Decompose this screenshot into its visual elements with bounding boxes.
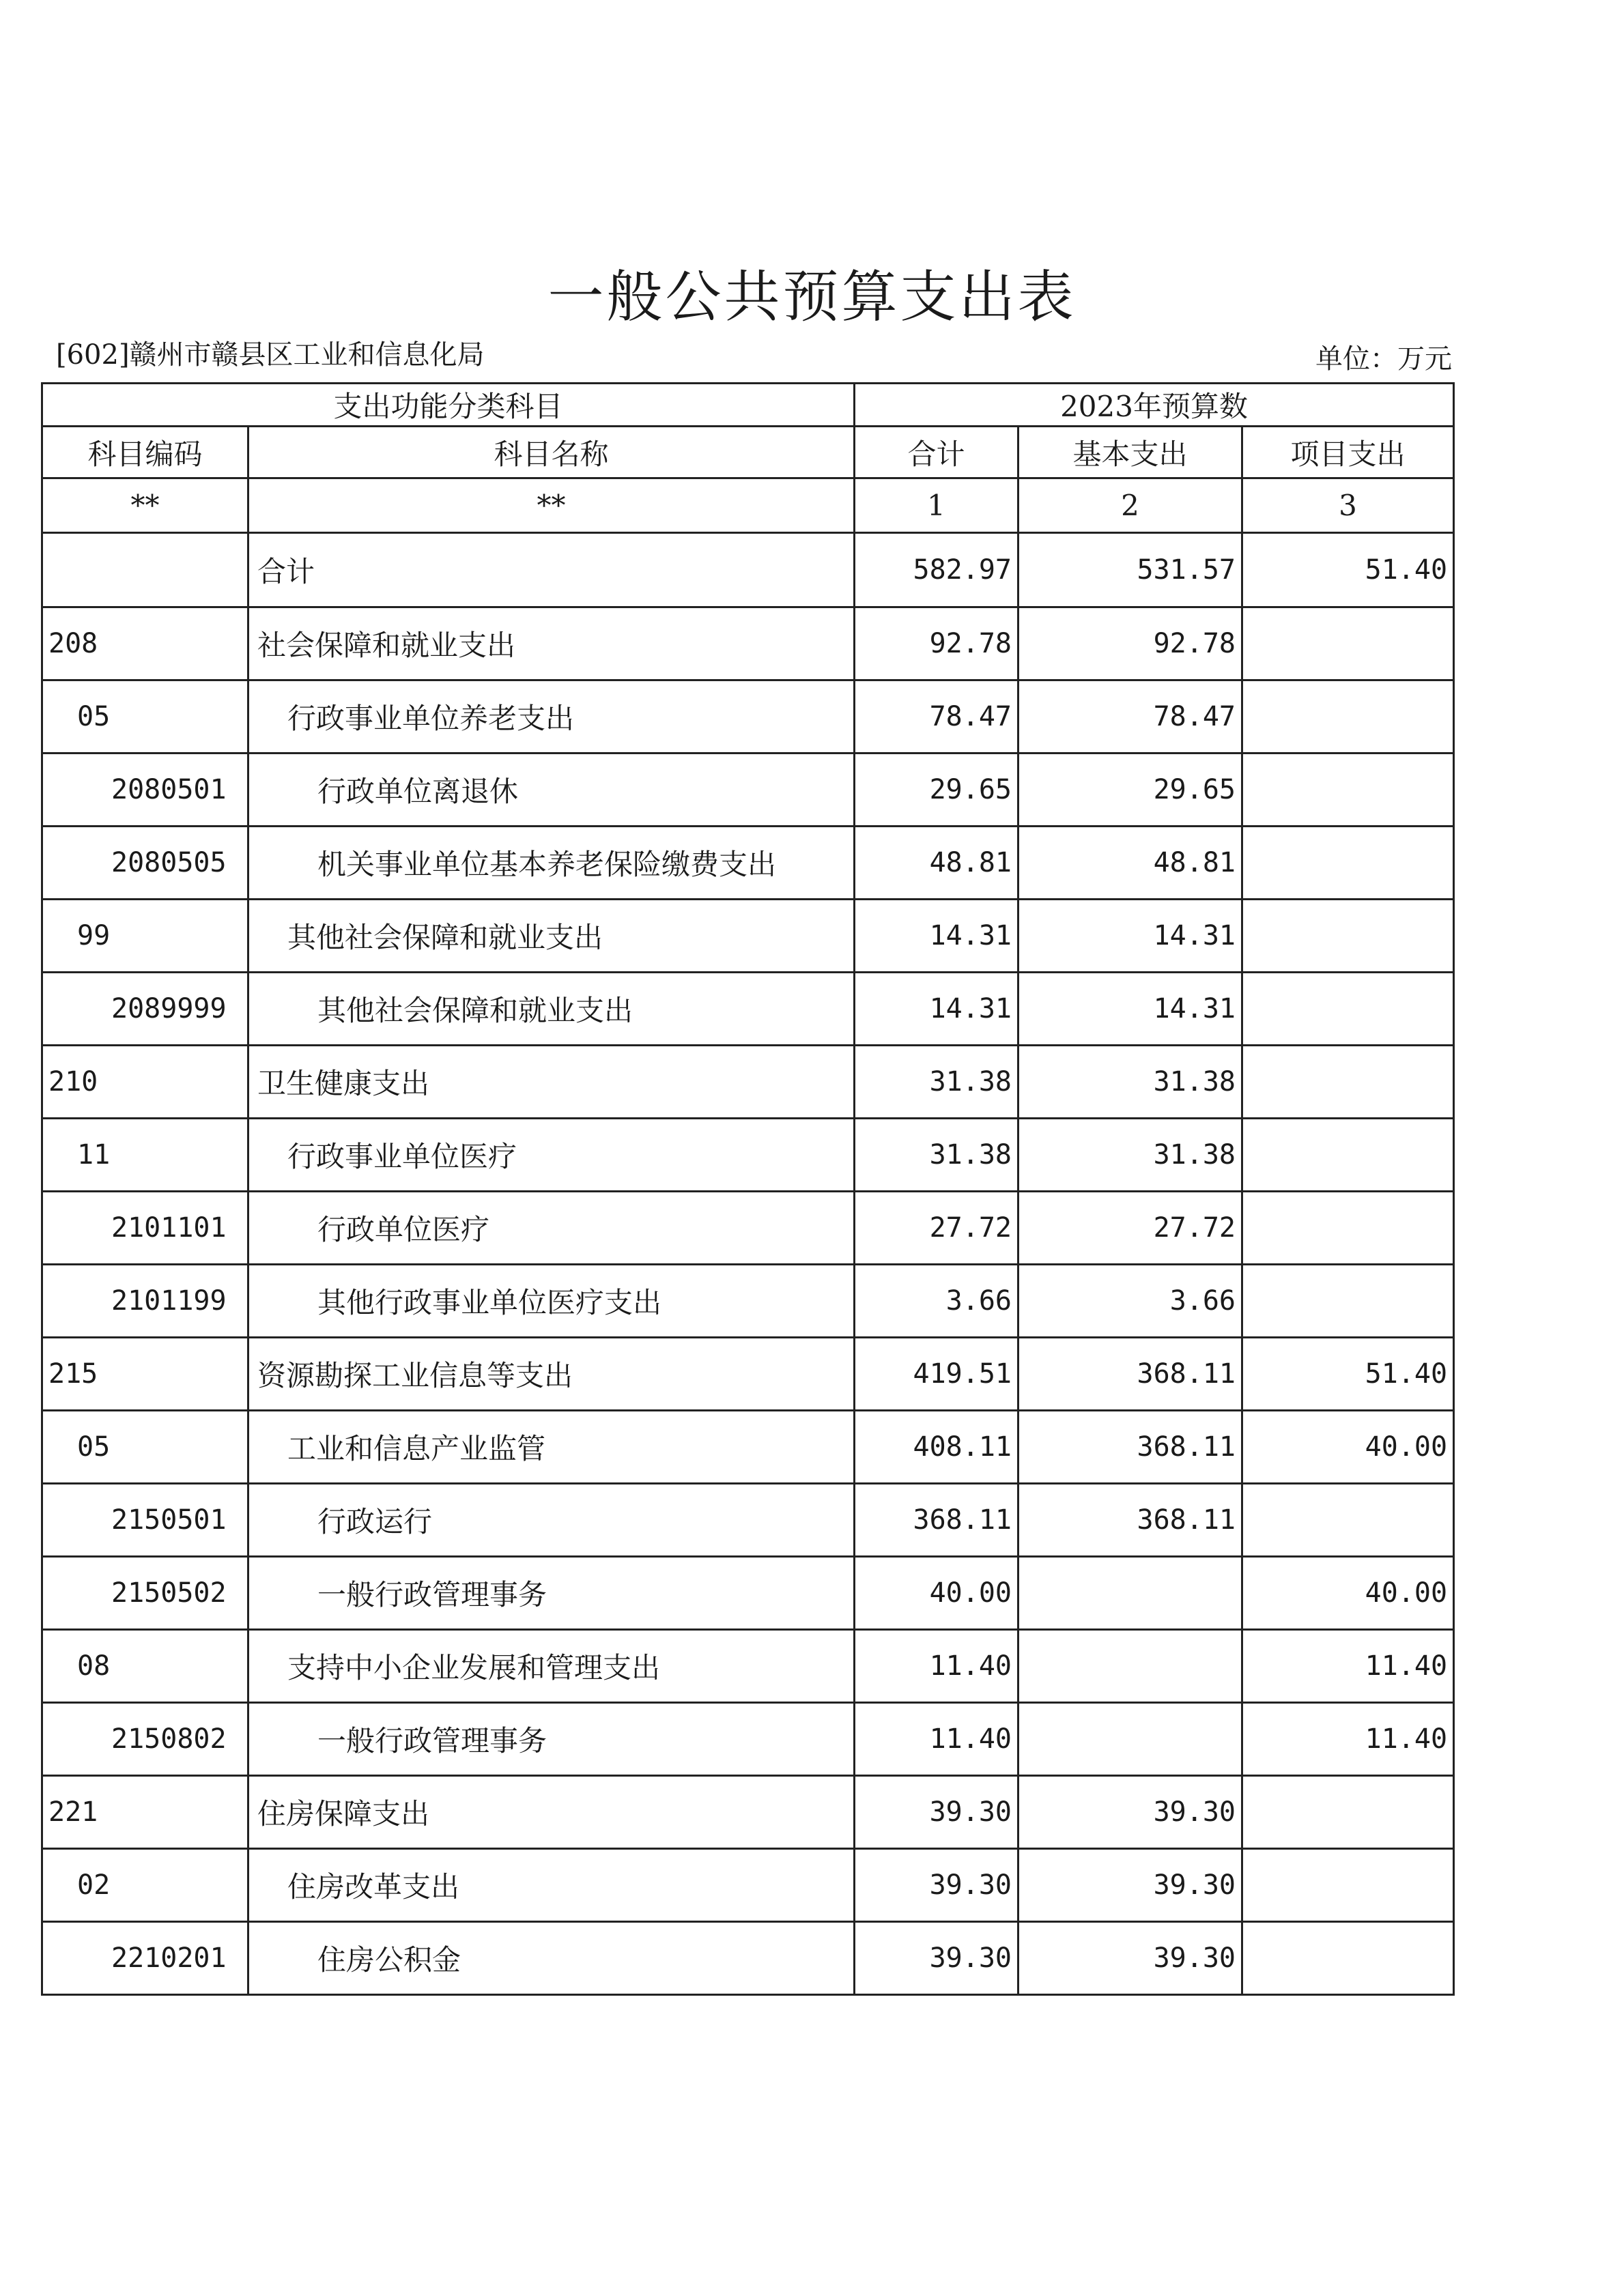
row-code: 210 [42, 1046, 248, 1119]
row-name: 支持中小企业发展和管理支出 [248, 1630, 855, 1703]
row-code: 05 [42, 1411, 248, 1484]
table-row [42, 973, 1454, 1046]
table-row [42, 1046, 1454, 1119]
mark-code: ** [42, 478, 248, 533]
row-basic [1018, 1630, 1242, 1703]
organization-name: [602]赣州市赣县区工业和信息化局 [56, 339, 485, 371]
row-project: 40.00 [1242, 1411, 1454, 1484]
row-basic: 31.38 [1018, 1046, 1242, 1119]
total-row [42, 533, 1454, 607]
row-code: 08 [42, 1630, 248, 1703]
row-total: 78.47 [855, 680, 1018, 754]
header-group-row [42, 384, 1454, 427]
row-project [1242, 1922, 1454, 1995]
row-code: 215 [42, 1338, 248, 1411]
row-name: 住房保障支出 [248, 1776, 855, 1849]
row-basic: 3.66 [1018, 1265, 1242, 1338]
total-label: 合计 [248, 533, 855, 607]
row-total: 419.51 [855, 1338, 1018, 1411]
row-name: 其他社会保障和就业支出 [248, 973, 855, 1046]
row-name: 住房公积金 [248, 1922, 855, 1995]
row-project: 11.40 [1242, 1703, 1454, 1776]
row-project [1242, 754, 1454, 827]
row-project [1242, 827, 1454, 900]
table-row [42, 1484, 1454, 1557]
row-basic: 39.30 [1018, 1922, 1242, 1995]
row-basic: 39.30 [1018, 1776, 1242, 1849]
row-basic: 368.11 [1018, 1484, 1242, 1557]
row-code: 221 [42, 1776, 248, 1849]
row-basic [1018, 1557, 1242, 1630]
row-code: 2101101 [42, 1192, 248, 1265]
row-name: 资源勘探工业信息等支出 [248, 1338, 855, 1411]
row-code: 11 [42, 1119, 248, 1192]
table-row [42, 1265, 1454, 1338]
header-column-row [42, 427, 1454, 478]
row-code: 2080505 [42, 827, 248, 900]
row-project [1242, 1046, 1454, 1119]
row-basic: 14.31 [1018, 973, 1242, 1046]
row-name: 社会保障和就业支出 [248, 607, 855, 680]
row-basic: 29.65 [1018, 754, 1242, 827]
table-row [42, 1192, 1454, 1265]
row-code: 2150502 [42, 1557, 248, 1630]
row-code: 05 [42, 680, 248, 754]
row-project: 40.00 [1242, 1557, 1454, 1630]
row-code: 2101199 [42, 1265, 248, 1338]
row-total: 27.72 [855, 1192, 1018, 1265]
row-project: 51.40 [1242, 1338, 1454, 1411]
row-project [1242, 1776, 1454, 1849]
row-project [1242, 973, 1454, 1046]
row-basic: 31.38 [1018, 1119, 1242, 1192]
row-name: 工业和信息产业监管 [248, 1411, 855, 1484]
total-code-cell [42, 533, 248, 607]
row-total: 408.11 [855, 1411, 1018, 1484]
header-basic: 基本支出 [1018, 427, 1242, 478]
row-total: 92.78 [855, 607, 1018, 680]
row-basic: 39.30 [1018, 1849, 1242, 1922]
row-basic [1018, 1703, 1242, 1776]
mark-name: ** [248, 478, 855, 533]
total-project: 51.40 [1242, 533, 1454, 607]
row-name: 一般行政管理事务 [248, 1557, 855, 1630]
row-code: 2080501 [42, 754, 248, 827]
row-basic: 368.11 [1018, 1338, 1242, 1411]
table-row [42, 827, 1454, 900]
row-name: 行政单位医疗 [248, 1192, 855, 1265]
row-project [1242, 1849, 1454, 1922]
row-total: 14.31 [855, 973, 1018, 1046]
row-total: 39.30 [855, 1849, 1018, 1922]
header-code: 科目编码 [42, 427, 248, 478]
row-project [1242, 1265, 1454, 1338]
row-name: 行政运行 [248, 1484, 855, 1557]
row-project [1242, 1484, 1454, 1557]
header-project: 项目支出 [1242, 427, 1454, 478]
header-group-right: 2023年预算数 [855, 384, 1454, 427]
table-row [42, 1338, 1454, 1411]
row-name: 卫生健康支出 [248, 1046, 855, 1119]
row-project [1242, 1119, 1454, 1192]
row-basic: 368.11 [1018, 1411, 1242, 1484]
table-row [42, 1703, 1454, 1776]
row-name: 其他行政事业单位医疗支出 [248, 1265, 855, 1338]
row-project [1242, 607, 1454, 680]
row-name: 行政事业单位医疗 [248, 1119, 855, 1192]
row-basic: 48.81 [1018, 827, 1242, 900]
total-basic: 531.57 [1018, 533, 1242, 607]
table-row [42, 1849, 1454, 1922]
row-code: 208 [42, 607, 248, 680]
row-basic: 78.47 [1018, 680, 1242, 754]
row-code: 99 [42, 900, 248, 973]
row-total: 40.00 [855, 1557, 1018, 1630]
row-code: 2089999 [42, 973, 248, 1046]
header-group-left: 支出功能分类科目 [42, 384, 855, 427]
row-total: 11.40 [855, 1703, 1018, 1776]
table-row [42, 1630, 1454, 1703]
row-total: 368.11 [855, 1484, 1018, 1557]
row-basic: 92.78 [1018, 607, 1242, 680]
table-row [42, 754, 1454, 827]
row-total: 11.40 [855, 1630, 1018, 1703]
row-total: 29.65 [855, 754, 1018, 827]
table-row [42, 1119, 1454, 1192]
row-project [1242, 900, 1454, 973]
header-total: 合计 [855, 427, 1018, 478]
table-row [42, 1411, 1454, 1484]
table-row [42, 1922, 1454, 1995]
row-basic: 27.72 [1018, 1192, 1242, 1265]
row-name: 机关事业单位基本养老保险缴费支出 [248, 827, 855, 900]
budget-table [41, 382, 1455, 1996]
row-code: 2210201 [42, 1922, 248, 1995]
header-index-row [42, 478, 1454, 533]
row-name: 住房改革支出 [248, 1849, 855, 1922]
row-total: 31.38 [855, 1046, 1018, 1119]
row-total: 39.30 [855, 1776, 1018, 1849]
index-total: 1 [855, 478, 1018, 533]
row-total: 31.38 [855, 1119, 1018, 1192]
row-total: 48.81 [855, 827, 1018, 900]
row-name: 一般行政管理事务 [248, 1703, 855, 1776]
row-project [1242, 1192, 1454, 1265]
table-row [42, 1776, 1454, 1849]
row-code: 2150802 [42, 1703, 248, 1776]
page-title: 一般公共预算支出表 [547, 265, 1077, 330]
table-row [42, 1557, 1454, 1630]
index-project: 3 [1242, 478, 1454, 533]
row-total: 3.66 [855, 1265, 1018, 1338]
total-sum: 582.97 [855, 533, 1018, 607]
table-row [42, 680, 1454, 754]
row-name: 行政单位离退休 [248, 754, 855, 827]
table-row [42, 900, 1454, 973]
row-total: 39.30 [855, 1922, 1018, 1995]
row-total: 14.31 [855, 900, 1018, 973]
row-name: 行政事业单位养老支出 [248, 680, 855, 754]
row-project: 11.40 [1242, 1630, 1454, 1703]
table-row [42, 607, 1454, 680]
row-project [1242, 680, 1454, 754]
index-basic: 2 [1018, 478, 1242, 533]
header-name: 科目名称 [248, 427, 855, 478]
row-code: 02 [42, 1849, 248, 1922]
unit-label: 单位：万元 [1315, 343, 1452, 375]
row-code: 2150501 [42, 1484, 248, 1557]
row-name: 其他社会保障和就业支出 [248, 900, 855, 973]
row-basic: 14.31 [1018, 900, 1242, 973]
